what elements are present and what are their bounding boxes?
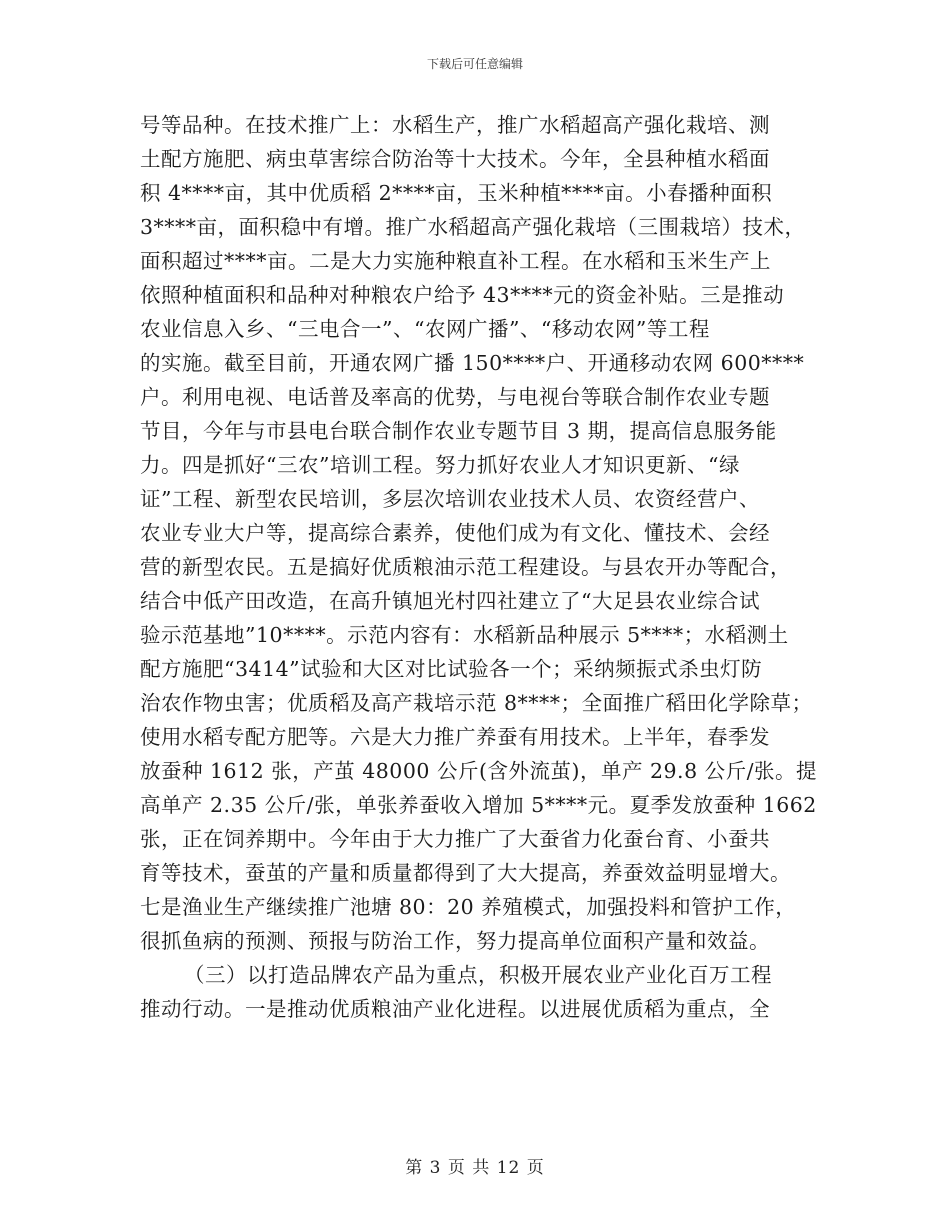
text-line: 育等技术，蚕茧的产量和质量都得到了大大提高，养蚕效益明显增大。	[140, 861, 791, 885]
text-line: 农业信息入乡、“三电合一”、“农网广播”、“移动农网”等工程	[140, 317, 710, 341]
text-line: 使用水稻专配方肥等。六是大力推广养蚕有用技术。上半年，春季发	[140, 725, 770, 749]
text-line: 高单产 2.35 公斤/张，单张养蚕收入增加 5****元。夏季发放蚕种 1662	[140, 793, 817, 817]
section-heading-line: （三）以打造品牌农产品为重点，积极开展农业产业化百万工程	[184, 963, 772, 987]
text-line: 张，正在饲养期中。今年由于大力推广了大蚕省力化蚕台育、小蚕共	[140, 827, 770, 851]
text-line: 证”工程、新型农民培训，多层次培训农业技术人员、农资经营户、	[140, 487, 760, 511]
text-line: 的实施。截至目前，开通农网广播 150****户、开通移动农网 600****	[140, 351, 805, 375]
page-number-footer: 第 3 页 共 12 页	[405, 1158, 545, 1178]
text-line: 节目，今年与市县电台联合制作农业专题节目 3 期，提高信息服务能	[140, 419, 777, 443]
text-line: 七是渔业生产继续推广池塘 80：20 养殖模式，加强投料和管护工作，	[140, 895, 797, 919]
text-line: 配方施肥“3414”试验和大区对比试验各一个；采纳频振式杀虫灯防	[140, 657, 763, 681]
text-line: 验示范基地”10****。示范内容有：水稻新品种展示 5****；水稻测土	[140, 623, 789, 647]
text-line: 力。四是抓好“三农”培训工程。努力抓好农业人才知识更新、“绿	[140, 453, 740, 477]
body-text	[140, 108, 840, 1026]
text-line: 推动行动。一是推动优质粮油产业化进程。以进展优质稻为重点，全	[140, 997, 770, 1021]
text-line: 面积超过****亩。二是大力实施种粮直补工程。在水稻和玉米生产上	[140, 249, 771, 273]
page-header: 下载后可任意编辑	[426, 57, 523, 71]
text-line: 放蚕种 1612 张，产茧 48000 公斤(含外流茧)，单产 29.8 公斤/张。提	[140, 759, 818, 783]
text-line: 结合中低产田改造，在高升镇旭光村四社建立了“大足县农业综合试	[140, 589, 760, 613]
text-line: 户。利用电视、电话普及率高的优势，与电视台等联合制作农业专题	[140, 385, 770, 409]
text-line: 营的新型农民。五是搞好优质粮油示范工程建设。与县农开办等配合，	[140, 555, 791, 579]
text-line: 3****亩，面积稳中有增。推广水稻超高产强化栽培（三围栽培）技术，	[140, 215, 806, 239]
text-line: 很抓鱼病的预测、预报与防治工作，努力提高单位面积产量和效益。	[140, 929, 770, 953]
text-line: 土配方施肥、病虫草害综合防治等十大技术。今年，全县种植水稻面	[140, 147, 770, 171]
text-line: 依照种植面积和品种对种粮农户给予 43****元的资金补贴。三是推动	[140, 283, 785, 307]
text-line: 号等品种。在技术推广上：水稻生产，推广水稻超高产强化栽培、测	[140, 113, 770, 137]
text-line: 治农作物虫害；优质稻及高产栽培示范 8****；全面推广稻田化学除草；	[140, 691, 813, 715]
text-line: 农业专业大户等，提高综合素养，使他们成为有文化、懂技术、会经	[140, 521, 770, 545]
text-line: 积 4****亩，其中优质稻 2****亩，玉米种植****亩。小春播种面积	[140, 181, 773, 205]
